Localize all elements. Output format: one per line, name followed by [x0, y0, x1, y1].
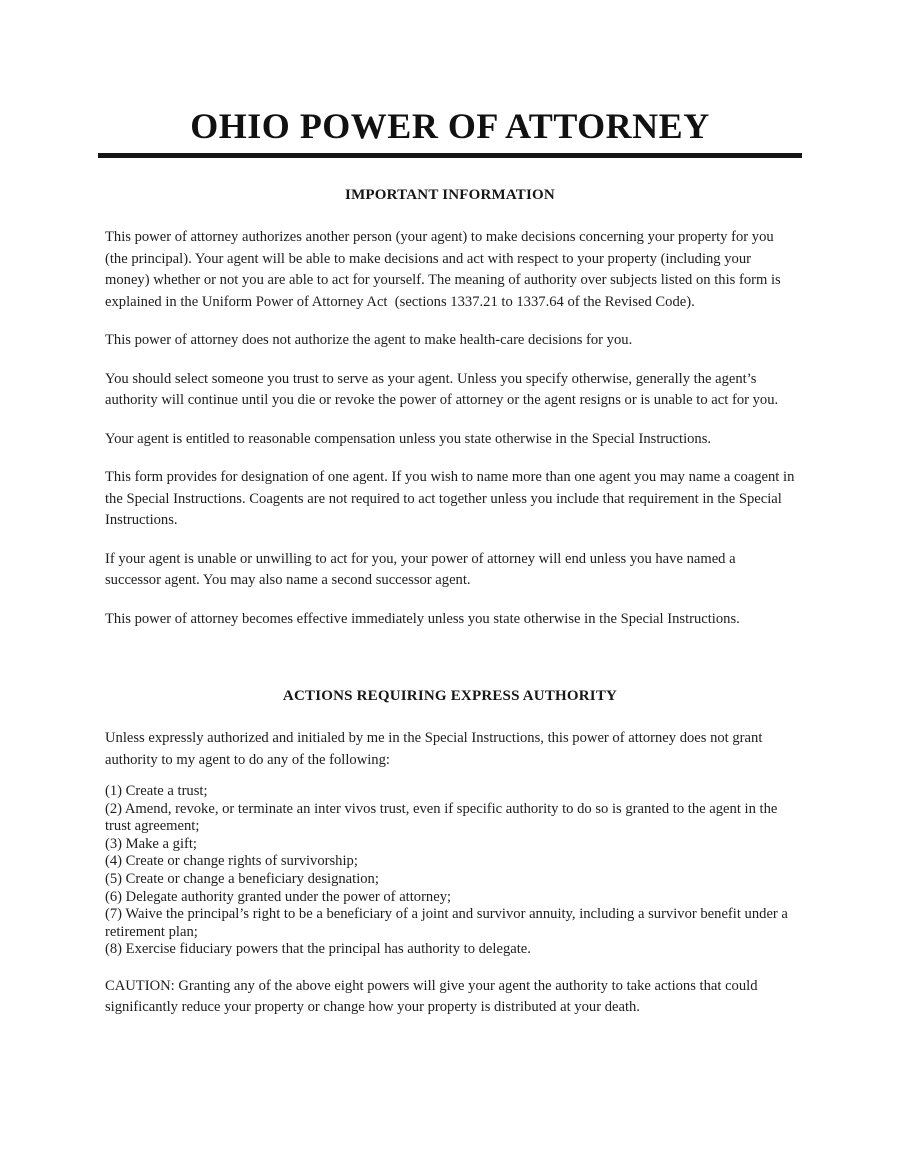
list-item-fiduciary-powers: (8) Exercise fiduciary powers that the principal has authority to delegate.: [105, 941, 531, 958]
restricted-actions-list: [105, 783, 795, 959]
paragraph-one-agent-designation: This form provides for designation of one agent. If you wish to name more than one agent you may name a coagent in the Special Instructions. Coagents are not required to act together unless you include that requirement in the Special Instructions.: [105, 469, 795, 528]
paragraph-authorizes-agent: This power of attorney authorizes another person (your agent) to make decisions concerning your property for you (the principal). Your agent will be able to make decisions and act with respect to your property (including your money) whether or not you are able to act for yourself. The meaning of authority over subjects listed on this form is explained in the Uniform Power of Attorney Act (sections 1337.21 to 1337.64 of the Revised Code).: [105, 229, 781, 310]
paragraph-effective-immediately: This power of attorney becomes effective immediately unless you state otherwise in the Special Instructions.: [105, 610, 740, 627]
paragraph-caution: CAUTION: Granting any of the above eight powers will give your agent the authority to take actions that could significantly reduce your property or change how your property is distributed at your death.: [105, 977, 758, 1016]
section-heading-actions-express-authority: ACTIONS REQUIRING EXPRESS AUTHORITY: [282, 688, 618, 704]
paragraph-reasonable-compensation: Your agent is entitled to reasonable compensation unless you state otherwise in the Special Instructions.: [105, 430, 712, 447]
list-item-waive-annuity-benefit: (7) Waive the principal’s right to be a beneficiary of a joint and survivor annuity, including a survivor benefit under a retirement plan;: [105, 906, 788, 940]
paragraph-actions-intro: Unless expressly authorized and initialed by me in the Special Instructions, this power of attorney does not grant authority to my agent to do any of the following:: [105, 730, 763, 768]
list-item-rights-of-survivorship: (4) Create or change rights of survivorship;: [105, 853, 358, 870]
list-item-amend-trust: (2) Amend, revoke, or terminate an inter vivos trust, even if specific authority to do so is granted to the agent in the trust agreement;: [105, 800, 778, 835]
list-item-create-trust: (1) Create a trust;: [105, 783, 208, 799]
list-item-beneficiary-designation: (5) Create or change a beneficiary designation;: [105, 870, 379, 887]
document-title: OHIO POWER OF ATTORNEY: [190, 106, 710, 146]
list-item-delegate-authority: (6) Delegate authority granted under the power of attorney;: [105, 888, 452, 905]
list-item-make-gift: (3) Make a gift;: [105, 835, 197, 852]
paragraph-select-someone-trust: You should select someone you trust to serve as your agent. Unless you specify otherwise, generally the agent’s authority will continue until you die or revoke the power of attorney or the agent resigns or is unable to act for you.: [105, 370, 779, 408]
title-double-rule: [98, 153, 802, 158]
paragraph-no-health-care: This power of attorney does not authorize the agent to make health-care decisions for you.: [105, 332, 633, 348]
paragraph-successor-agent: If your agent is unable or unwilling to act for you, your power of attorney will end unless you have named a successor agent. You may also name a second successor agent.: [105, 550, 736, 588]
section-heading-important-information: IMPORTANT INFORMATION: [345, 187, 555, 203]
